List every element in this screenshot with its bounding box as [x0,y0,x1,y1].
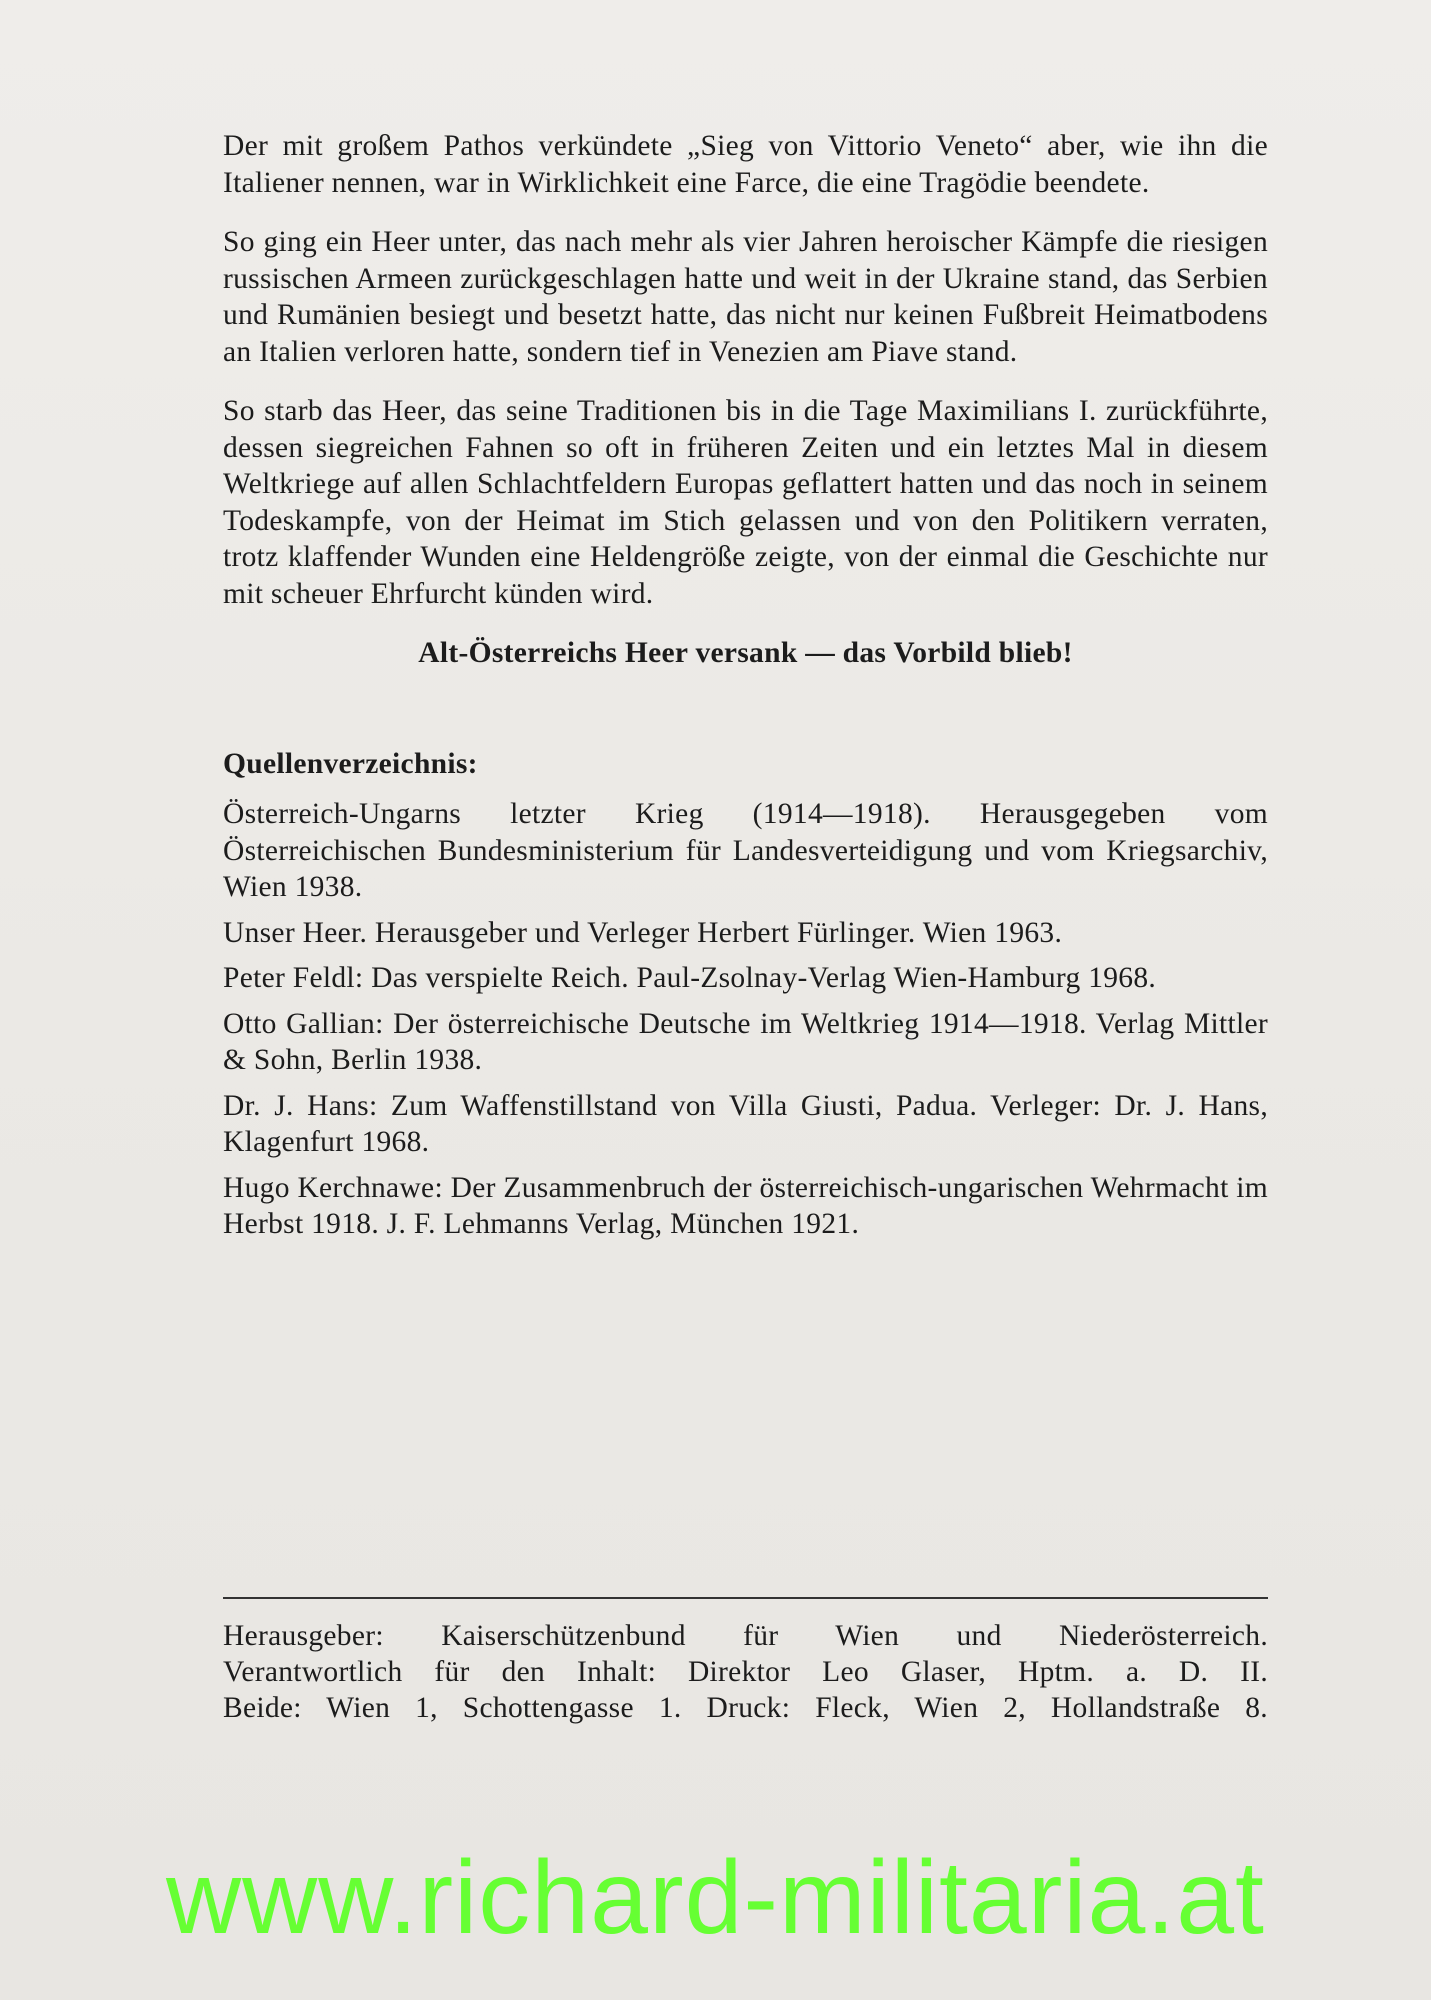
imprint [223,1618,1268,1726]
motto: Alt-Österreichs Heer versank — das Vorbild blieb! [418,637,1073,669]
source-entry: Dr. J. Hans: Zum Waffenstillstand von Villa Giusti, Padua. Verleger: Dr. J. Hans, Klagenfurt 1968. [223,1089,1268,1158]
source-entry: Österreich-Ungarns letzter Krieg (1914—1918). Herausgegeben vom Österreichischen Bundesministerium für Landesverteidigung und vom Kriegsarchiv, Wien 1938. [223,798,1268,903]
imprint-publisher: Herausgeber: Kaiserschützenbund für Wien und Niederösterreich. [223,1620,1268,1652]
paragraph-3: So starb das Heer, das seine Traditionen bis in die Tage Maximilians I. zurückführte, dessen siegreichen Fahnen so oft in früheren Zeiten und ein letztes Mal in diesem Weltkriege auf allen Schlachtfeldern Europas geflattert hatten und das noch in seinem Todeskampfe, von der Heimat im Stich gelassen und von den Politikern verraten, trotz klaffender Wunden eine Heldengröße zeigte, von der einmal die Geschichte nur mit scheuer Ehrfurcht künden wird. [223,395,1268,610]
imprint-responsible: Verantwortlich für den Inhalt: Direktor Leo Glaser, Hptm. a. D. II. [223,1656,1268,1688]
imprint-divider [223,1597,1268,1599]
paragraph-2: So ging ein Heer unter, das nach mehr als vier Jahren heroischer Kämpfe die riesigen russischen Armeen zurückgeschlagen hatte und weit in der Ukraine stand, das Serbien und Rumänien besiegt und besetzt hatte, das nicht nur keinen Fußbreit Heimatbodens an Italien verloren hatte, sondern tief in Venezien am Piave stand. [223,226,1268,368]
sources-heading: Quellenverzeichnis: [223,747,478,780]
watermark-url: www.richard-militaria.at [166,1840,1265,1956]
source-entry: Otto Gallian: Der österreichische Deutsche im Weltkrieg 1914—1918. Verlag Mittler & Sohn, Berlin 1938. [223,1007,1268,1076]
imprint-address: Beide: Wien 1, Schottengasse 1. Druck: Fleck, Wien 2, Hollandstraße 8. [223,1692,1268,1724]
source-entry: Unser Heer. Herausgeber und Verleger Herbert Fürlinger. Wien 1963. [223,916,1063,949]
source-entry: Hugo Kerchnawe: Der Zusammenbruch der österreichisch-ungarischen Wehrmacht im Herbst 1918. J. F. Lehmanns Verlag, München 1921. [223,1171,1268,1240]
paragraph-1: Der mit großem Pathos verkündete „Sieg von Vittorio Veneto“ aber, wie ihn die Italiener nennen, war in Wirklichkeit eine Farce, die eine Tragödie beendete. [223,130,1268,199]
main-text [223,128,1268,1252]
source-entry: Peter Feldl: Das verspielte Reich. Paul-Zsolnay-Verlag Wien-Hamburg 1968. [223,962,1157,994]
